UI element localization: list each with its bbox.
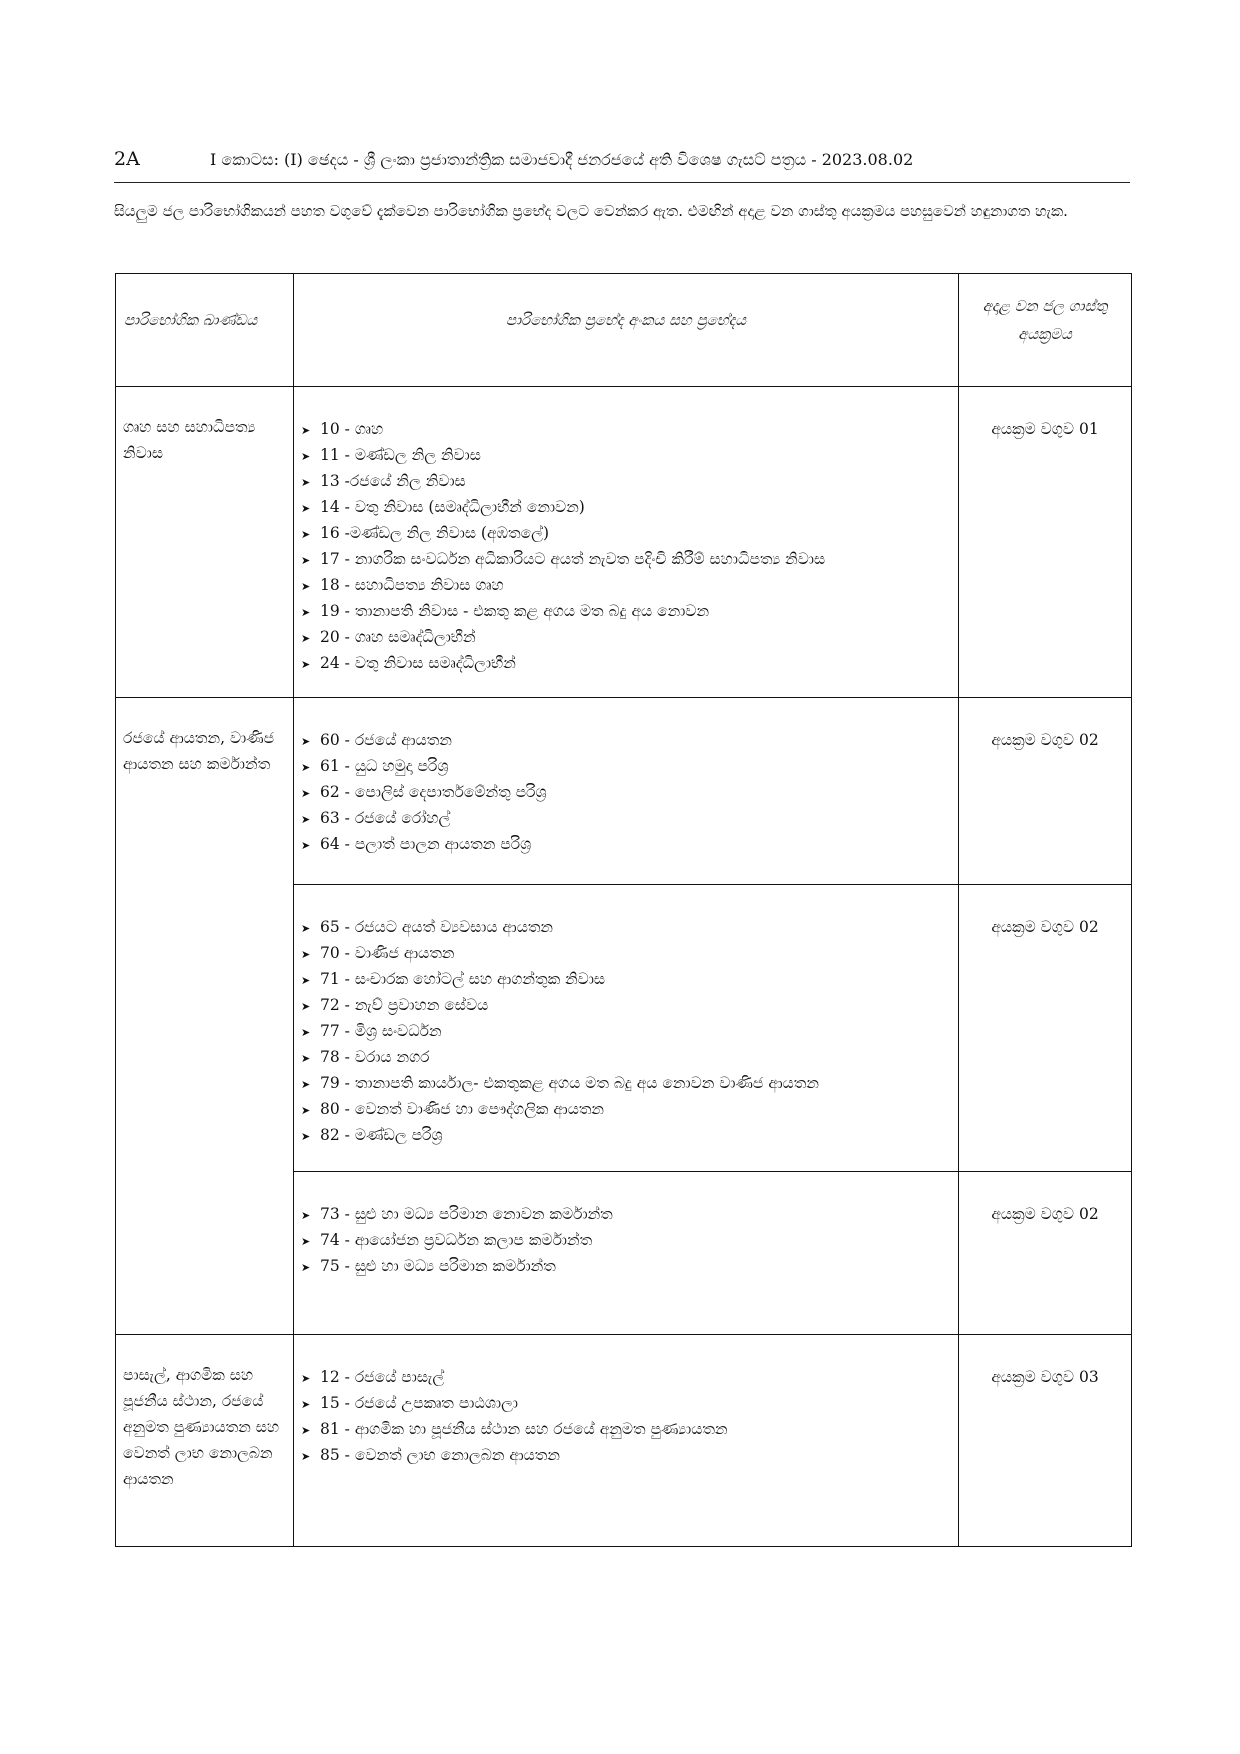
list-item	[301, 915, 958, 941]
item-text: 12 - රජයේ පාසැල්	[320, 1368, 445, 1386]
header-scheme: අදාළ වන ජල ගාස්තු අයක්‍රමය	[959, 274, 1132, 387]
list-item	[301, 967, 958, 993]
item-text: 78 - වරාය නගර	[320, 1048, 430, 1066]
arrow-bullet-icon: ➤	[301, 1104, 311, 1117]
arrow-bullet-icon: ➤	[301, 554, 311, 567]
list-item	[301, 469, 958, 495]
types-list	[294, 698, 958, 858]
item-text: 81 - ආගමික හා පූජනීය ස්ථාන සහ රජයේ අනුමත පුණ්‍යායතන	[320, 1420, 728, 1438]
item-text: 20 - ගෘහ සමෘද්ධිලාභීන්	[320, 628, 476, 646]
arrow-bullet-icon: ➤	[301, 1398, 311, 1411]
tariff-table	[115, 273, 1132, 1547]
list-item	[301, 599, 958, 625]
arrow-bullet-icon: ➤	[301, 502, 311, 515]
table-row	[116, 1335, 1132, 1547]
arrow-bullet-icon: ➤	[301, 1130, 311, 1143]
item-text: 73 - සුළු හා මධ්‍ය පරිමාන නොවන කර්මාන්ත	[320, 1205, 613, 1223]
arrow-bullet-icon: ➤	[301, 1450, 311, 1463]
list-item	[301, 754, 958, 780]
types-list	[294, 1172, 958, 1280]
item-text: 13 -රජයේ නිල නිවාස	[320, 472, 466, 490]
scheme-cell: අයක්‍රම වගුව 01	[959, 387, 1132, 698]
item-text: 19 - තානාපති නිවාස - එකතු කළ අගය මත බදු අය නොවන	[320, 602, 710, 620]
list-item	[301, 573, 958, 599]
arrow-bullet-icon: ➤	[301, 580, 311, 593]
table-row	[116, 387, 1132, 698]
arrow-bullet-icon: ➤	[301, 922, 311, 935]
item-text: 61 - යුධ හමුදා පරිශ්‍ර	[320, 757, 449, 775]
arrow-bullet-icon: ➤	[301, 658, 311, 671]
list-item	[301, 625, 958, 651]
arrow-bullet-icon: ➤	[301, 813, 311, 826]
list-item	[301, 1045, 958, 1071]
arrow-bullet-icon: ➤	[301, 974, 311, 987]
list-item	[301, 417, 958, 443]
arrow-bullet-icon: ➤	[301, 528, 311, 541]
list-item	[301, 443, 958, 469]
types-cell	[294, 387, 959, 698]
types-list	[294, 387, 958, 677]
arrow-bullet-icon: ➤	[301, 839, 311, 852]
arrow-bullet-icon: ➤	[301, 735, 311, 748]
arrow-bullet-icon: ➤	[301, 1052, 311, 1065]
page-header	[114, 148, 1130, 183]
arrow-bullet-icon: ➤	[301, 476, 311, 489]
item-text: 14 - වතු නිවාස (සමෘද්ධිලාභීන් නොවන)	[320, 498, 585, 516]
list-item	[301, 1365, 958, 1391]
list-item	[301, 547, 958, 573]
arrow-bullet-icon: ➤	[301, 606, 311, 619]
arrow-bullet-icon: ➤	[301, 1209, 311, 1222]
list-item	[301, 521, 958, 547]
arrow-bullet-icon: ➤	[301, 424, 311, 437]
item-text: 16 -මණ්ඩල නිල නිවාස (අඹතලේ)	[320, 524, 550, 542]
item-text: 17 - නාගරික සංවර්ධන අධිකාරියට අයත් නැවත පදිංචි කිරීම් සහාධිපත්‍ය නිවාස	[320, 550, 826, 568]
item-text: 79 - තානාපති කාර්යාල- එකතුකළ අගය මත බදු අය නොවන වාණිජ ආයතන	[320, 1074, 819, 1092]
types-list	[294, 885, 958, 1149]
list-item	[301, 806, 958, 832]
arrow-bullet-icon: ➤	[301, 1424, 311, 1437]
list-item	[301, 1417, 958, 1443]
arrow-bullet-icon: ➤	[301, 632, 311, 645]
category-cell: රජයේ ආයතන, වාණිජ ආයතන සහ කර්මාන්ත	[116, 698, 294, 1335]
types-cell	[294, 1172, 959, 1335]
item-text: 65 - රජයට අයත් ව්‍යවසාය ආයතන	[320, 918, 554, 936]
list-item	[301, 1202, 958, 1228]
item-text: 60 - රජයේ ආයතන	[320, 731, 452, 749]
scheme-cell: අයක්‍රම වගුව 03	[959, 1335, 1132, 1547]
item-text: 74 - ආයෝජන ප්‍රවර්ධන කලාප කර්මාන්ත	[320, 1231, 593, 1249]
list-item	[301, 728, 958, 754]
list-item	[301, 495, 958, 521]
list-item	[301, 941, 958, 967]
item-text: 85 - වෙනත් ලාභ නොලබන ආයතන	[320, 1446, 560, 1464]
item-text: 70 - වාණිජ ආයතන	[320, 944, 455, 962]
arrow-bullet-icon: ➤	[301, 761, 311, 774]
item-text: 63 - රජයේ රෝහල්	[320, 809, 451, 827]
scheme-cell: අයක්‍රම වගුව 02	[959, 1172, 1132, 1335]
item-text: 15 - රජයේ උපකෘත පාඨශාලා	[320, 1394, 519, 1412]
arrow-bullet-icon: ➤	[301, 1000, 311, 1013]
arrow-bullet-icon: ➤	[301, 1026, 311, 1039]
intro-paragraph: සියලුම ජල පාරිභෝගිකයන් පහත වගුවේ දැක්වෙන පාරිභෝගික ප්‍රභේද වලට වෙන්කර ඇත. එමඟින් අදාළ වන ගාස්තු අයක්‍රමය පහසුවෙන් හඳුනාගත හැක.	[114, 202, 1068, 220]
item-text: 75 - සුළු හා මධ්‍ය පරිමාන කර්මාන්ත	[320, 1257, 556, 1275]
arrow-bullet-icon: ➤	[301, 1235, 311, 1248]
types-cell	[294, 885, 959, 1172]
arrow-bullet-icon: ➤	[301, 1078, 311, 1091]
item-text: 80 - වෙනත් වාණිජ හා පෞද්ගලික ආයතන	[320, 1100, 605, 1118]
table-row	[116, 698, 1132, 885]
item-text: 64 - පලාත් පාලන ආයතන පරිශ්‍ර	[320, 835, 532, 853]
arrow-bullet-icon: ➤	[301, 450, 311, 463]
list-item	[301, 780, 958, 806]
table-header-row	[116, 274, 1132, 387]
list-item	[301, 832, 958, 858]
arrow-bullet-icon: ➤	[301, 1261, 311, 1274]
page-number: 2A	[114, 148, 140, 170]
list-item	[301, 1391, 958, 1417]
types-cell	[294, 1335, 959, 1547]
item-text: 71 - සංචාරක හෝටල් සහ ආගන්තුක නිවාස	[320, 970, 606, 988]
arrow-bullet-icon: ➤	[301, 948, 311, 961]
list-item	[301, 1019, 958, 1045]
list-item	[301, 1071, 958, 1097]
item-text: 77 - මිශ්‍ර සංවර්ධන	[320, 1022, 442, 1040]
types-cell	[294, 698, 959, 885]
header-types: පාරිභෝගික ප්‍රභේද අංකය සහ ප්‍රභේදය	[294, 274, 959, 387]
arrow-bullet-icon: ➤	[301, 787, 311, 800]
list-item	[301, 651, 958, 677]
list-item	[301, 1228, 958, 1254]
item-text: 62 - පොලිස් දෙපාර්තමේන්තු පරිශ්‍ර	[320, 783, 547, 801]
item-text: 18 - සහාධිපත්‍ය නිවාස ගෘහ	[320, 576, 504, 594]
list-item	[301, 1254, 958, 1280]
scheme-cell: අයක්‍රම වගුව 02	[959, 698, 1132, 885]
item-text: 24 - වතු නිවාස සමෘද්ධිලාභීන්	[320, 654, 516, 672]
header-category: පාරිභෝගික ඛාණ්ඩය	[116, 274, 294, 387]
list-item	[301, 1123, 958, 1149]
scheme-cell: අයක්‍රම වගුව 02	[959, 885, 1132, 1172]
list-item	[301, 1443, 958, 1469]
item-text: 82 - මණ්ඩල පරිශ්‍ර	[320, 1126, 443, 1144]
category-cell: ගෘහ සහ සහාධිපත්‍ය නිවාස	[116, 387, 294, 698]
arrow-bullet-icon: ➤	[301, 1372, 311, 1385]
list-item	[301, 1097, 958, 1123]
types-list	[294, 1335, 958, 1469]
item-text: 72 - නැව් ප්‍රවාහන සේවය	[320, 996, 489, 1014]
item-text: 10 - ගෘහ	[320, 420, 384, 438]
list-item	[301, 993, 958, 1019]
gazette-title: I කොටස: (I) ඡෙදය - ශ්‍රී ලංකා ප්‍රජාතාන්ත්‍රික සමාජවාදී ජනරජයේ අති විශෙෂ ගැසට් පත්‍රය - 2023.08.02	[210, 150, 914, 169]
item-text: 11 - මණ්ඩල නිල නිවාස	[320, 446, 481, 464]
category-cell: පාසැල්, ආගමික සහ පූජනීය ස්ථාන, රජයේ අනුමත පුණ්‍යායතන සහ වෙනත් ලාභ නොලබන ආයතන	[116, 1335, 294, 1547]
